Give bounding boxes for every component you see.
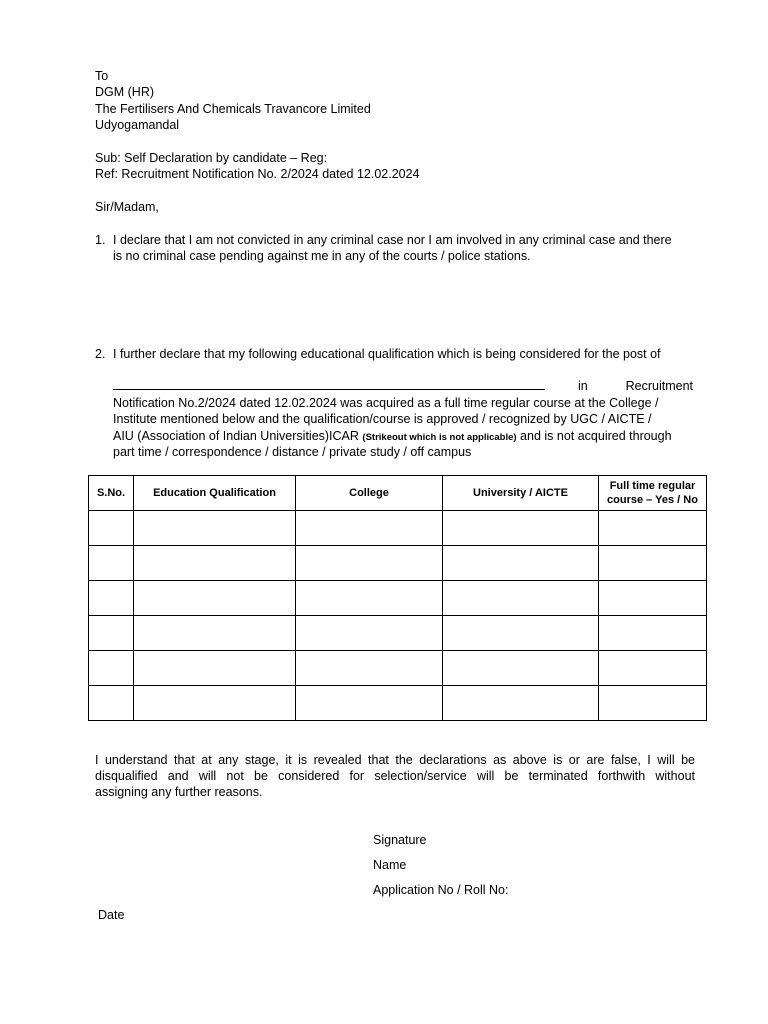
table-cell[interactable] <box>599 581 707 616</box>
table-cell[interactable] <box>443 581 599 616</box>
table-cell[interactable] <box>296 546 443 581</box>
table-cell[interactable] <box>134 546 296 581</box>
declaration-2-number: 2. <box>95 347 106 361</box>
declaration-2-intro: I further declare that my following educational qualification which is being considered for the post of <box>113 347 661 361</box>
table-cell[interactable] <box>89 686 134 721</box>
table-cell[interactable] <box>443 546 599 581</box>
salutation: Sir/Madam, <box>95 200 159 214</box>
table-cell[interactable] <box>599 511 707 546</box>
declaration-1-line-2: is no criminal case pending against me in any of the courts / police stations. <box>113 249 531 263</box>
header-college: College <box>296 476 443 511</box>
table-cell[interactable] <box>443 686 599 721</box>
table-cell[interactable] <box>296 686 443 721</box>
table-cell[interactable] <box>443 511 599 546</box>
name-label: Name <box>373 858 407 872</box>
table-cell[interactable] <box>134 511 296 546</box>
table-cell[interactable] <box>443 616 599 651</box>
address-place: Udyogamandal <box>95 118 180 132</box>
declaration-2-line-3: Institute mentioned below and the qualification/course is approved / recognized by UGC / AICTE / <box>113 412 652 426</box>
table-cell[interactable] <box>599 616 707 651</box>
table-cell[interactable] <box>89 651 134 686</box>
table-cell[interactable] <box>134 581 296 616</box>
address-designation: DGM (HR) <box>95 85 155 99</box>
header-university: University / AICTE <box>443 476 599 511</box>
table-cell[interactable] <box>296 651 443 686</box>
table-cell[interactable] <box>134 616 296 651</box>
table-row <box>89 616 707 651</box>
table-cell[interactable] <box>443 651 599 686</box>
table-cell[interactable] <box>599 546 707 581</box>
declaration-2-line-4a: AIU (Association of Indian Universities)ICAR <box>113 429 359 443</box>
table-cell[interactable] <box>296 511 443 546</box>
header-full-time <box>599 476 707 511</box>
table-cell[interactable] <box>134 651 296 686</box>
table-cell[interactable] <box>89 511 134 546</box>
table-row <box>89 511 707 546</box>
declaration-2-line-4b: and is not acquired through <box>520 429 672 443</box>
signature-label: Signature <box>373 833 427 847</box>
declaration-2-line-5: part time / correspondence / distance / private study / off campus <box>113 445 472 459</box>
header-full-time-line-2: course – Yes / No <box>607 494 698 506</box>
table-cell[interactable] <box>89 581 134 616</box>
post-name-blank[interactable] <box>113 378 545 390</box>
table-row <box>89 581 707 616</box>
table-cell[interactable] <box>599 651 707 686</box>
address-company: The Fertilisers And Chemicals Travancore Limited <box>95 102 371 116</box>
table-cell[interactable] <box>89 616 134 651</box>
table-cell[interactable] <box>296 581 443 616</box>
table-cell[interactable] <box>296 616 443 651</box>
header-full-time-line-1: Full time regular <box>609 480 696 492</box>
table-row <box>89 546 707 581</box>
date-label: Date <box>98 908 125 922</box>
declaration-1-line-1: I declare that I am not convicted in any criminal case nor I am involved in any criminal case and there <box>113 233 672 247</box>
recruitment-word: Recruitment <box>625 379 693 393</box>
table-cell[interactable] <box>89 546 134 581</box>
address-to: To <box>95 69 109 83</box>
header-education-qualification: Education Qualification <box>134 476 296 511</box>
table-row <box>89 686 707 721</box>
subject-line: Sub: Self Declaration by candidate – Reg: <box>95 151 328 165</box>
application-no-label: Application No / Roll No: <box>373 883 509 897</box>
post-name-row <box>113 378 693 395</box>
table-cell[interactable] <box>599 686 707 721</box>
closing-line-1: I understand that at any stage, it is revealed that the declarations as above is or are false, I will be <box>95 753 695 767</box>
closing-line-2: disqualified and will not be considered for selection/service will be terminated forthwith without <box>95 769 695 783</box>
table-row <box>89 651 707 686</box>
header-sno: S.No. <box>89 476 134 511</box>
strikeout-note: (Strikeout which is not applicable) <box>362 432 517 443</box>
table-cell[interactable] <box>134 686 296 721</box>
in-word: in <box>578 379 588 393</box>
declaration-1-number: 1. <box>95 233 106 247</box>
qualification-table <box>88 475 707 721</box>
declaration-2-line-2: Notification No.2/2024 dated 12.02.2024 was acquired as a full time regular course at the College / <box>113 396 659 410</box>
closing-line-3: assigning any further reasons. <box>95 785 263 799</box>
table-header-row <box>89 476 707 511</box>
reference-line: Ref: Recruitment Notification No. 2/2024 dated 12.02.2024 <box>95 167 420 181</box>
